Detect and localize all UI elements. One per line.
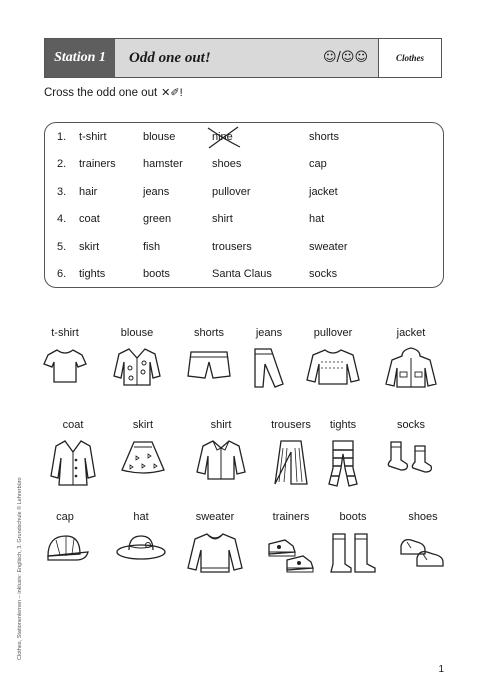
- station-label: Station 1: [45, 39, 115, 77]
- clothes-label: hat: [133, 511, 149, 523]
- word[interactable]: shorts: [309, 131, 339, 143]
- tights-icon: [323, 438, 363, 490]
- word[interactable]: t-shirt: [79, 131, 107, 143]
- word[interactable]: cap: [309, 158, 327, 170]
- row-number: 3.: [57, 186, 67, 198]
- word[interactable]: pullover: [212, 186, 251, 198]
- word[interactable]: socks: [309, 268, 338, 280]
- word[interactable]: green: [143, 213, 172, 225]
- trainers-icon: [265, 530, 317, 574]
- station-header: [44, 38, 442, 78]
- clothes-label: jacket: [396, 327, 426, 339]
- boots-icon: [327, 530, 379, 576]
- word-row: [45, 158, 443, 174]
- word-row: [45, 268, 443, 284]
- trousers-icon: [271, 438, 311, 488]
- clothes-item-pullover: [298, 326, 368, 406]
- coat-icon: [49, 438, 97, 488]
- pullover-icon: [305, 346, 361, 388]
- clothes-label: boots: [339, 511, 367, 523]
- worksheet-title: [115, 39, 378, 77]
- clothes-item-jacket: [376, 326, 446, 406]
- clothes-picture-grid: [30, 326, 460, 586]
- clothes-label: sweater: [195, 511, 235, 523]
- jeans-icon: [249, 346, 289, 390]
- clothes-label: t-shirt: [51, 327, 79, 339]
- row-number: 6.: [57, 268, 67, 280]
- word-table: [44, 122, 444, 288]
- blouse-icon: [112, 346, 162, 388]
- clothes-item-sweater: [180, 510, 250, 590]
- word[interactable]: jeans: [143, 186, 170, 198]
- word[interactable]: trainers: [79, 158, 116, 170]
- cross-pencil-icon: ✕✐!: [161, 87, 183, 99]
- word[interactable]: shirt: [212, 213, 233, 225]
- page-number: 1: [438, 664, 444, 675]
- clothes-item-blouse: [102, 326, 172, 406]
- clothes-item-skirt: [108, 418, 178, 498]
- word[interactable]: coat: [79, 213, 100, 225]
- clothes-item-shirt: [186, 418, 256, 498]
- jacket-icon: [384, 346, 438, 390]
- word[interactable]: shoes: [212, 158, 242, 170]
- title-text: Odd one out!: [129, 49, 211, 66]
- word[interactable]: sweater: [309, 241, 348, 253]
- copyright-note: Clothes, Stationenlernen – inklusiv: Englisch, 3. Grundschule © Lehrerbüro: [17, 477, 23, 660]
- clothes-item-hat: [106, 510, 176, 590]
- sweater-icon: [186, 530, 244, 576]
- shorts-icon: [185, 346, 233, 382]
- topic-label: Clothes: [378, 39, 441, 77]
- word[interactable]: hair: [79, 186, 98, 198]
- clothes-label: tights: [329, 419, 357, 431]
- clothes-item-trainers: [256, 510, 326, 590]
- word-row: [45, 186, 443, 202]
- clothes-label: pullover: [313, 327, 353, 339]
- word[interactable]: hat: [309, 213, 325, 225]
- clothes-label: cap: [56, 511, 74, 523]
- word[interactable]: tights: [79, 268, 106, 280]
- tshirt-icon: [42, 346, 88, 386]
- clothes-item-tights: [308, 418, 378, 498]
- word-row: [45, 131, 443, 147]
- word[interactable]: trousers: [212, 241, 252, 253]
- word-row: [45, 213, 443, 229]
- row-number: 4.: [57, 213, 67, 225]
- word[interactable]: skirt: [79, 241, 100, 253]
- word[interactable]: fish: [143, 241, 161, 253]
- word[interactable]: blouse: [143, 131, 176, 143]
- instruction-text: Cross the odd one out: [44, 86, 158, 99]
- row-number: 2.: [57, 158, 67, 170]
- hat-icon: [115, 530, 167, 562]
- clothes-label: socks: [396, 419, 426, 431]
- word-crossed[interactable]: nine: [212, 131, 233, 143]
- row-number: 1.: [57, 131, 67, 143]
- row-number: 5.: [57, 241, 67, 253]
- cap-icon: [40, 530, 90, 564]
- clothes-label: shirt: [210, 419, 232, 431]
- socks-icon: [383, 438, 439, 474]
- word[interactable]: jacket: [309, 186, 338, 198]
- clothes-label: trainers: [272, 511, 310, 523]
- clothes-label: shorts: [194, 327, 224, 339]
- skirt-icon: [118, 438, 168, 478]
- instruction: [44, 86, 183, 99]
- shoes-icon: [397, 530, 449, 570]
- word[interactable]: Santa Claus: [212, 268, 272, 280]
- clothes-label: trousers: [271, 419, 311, 431]
- clothes-item-shoes: [388, 510, 458, 590]
- clothes-item-jeans: [234, 326, 304, 406]
- clothes-label: skirt: [132, 419, 154, 431]
- clothes-item-boots: [318, 510, 388, 590]
- clothes-item-cap: [30, 510, 100, 590]
- word-row: [45, 241, 443, 257]
- clothes-label: jeans: [255, 327, 283, 339]
- clothes-label: blouse: [120, 327, 154, 339]
- word[interactable]: boots: [143, 268, 170, 280]
- clothes-label: coat: [62, 419, 84, 431]
- difficulty-faces-icon: ☺/☺☺: [322, 50, 368, 65]
- clothes-item-socks: [376, 418, 446, 498]
- clothes-item-tshirt: [30, 326, 100, 406]
- clothes-label: shoes: [408, 511, 438, 523]
- clothes-item-coat: [38, 418, 108, 498]
- shirt-icon: [195, 438, 247, 482]
- word[interactable]: hamster: [143, 158, 183, 170]
